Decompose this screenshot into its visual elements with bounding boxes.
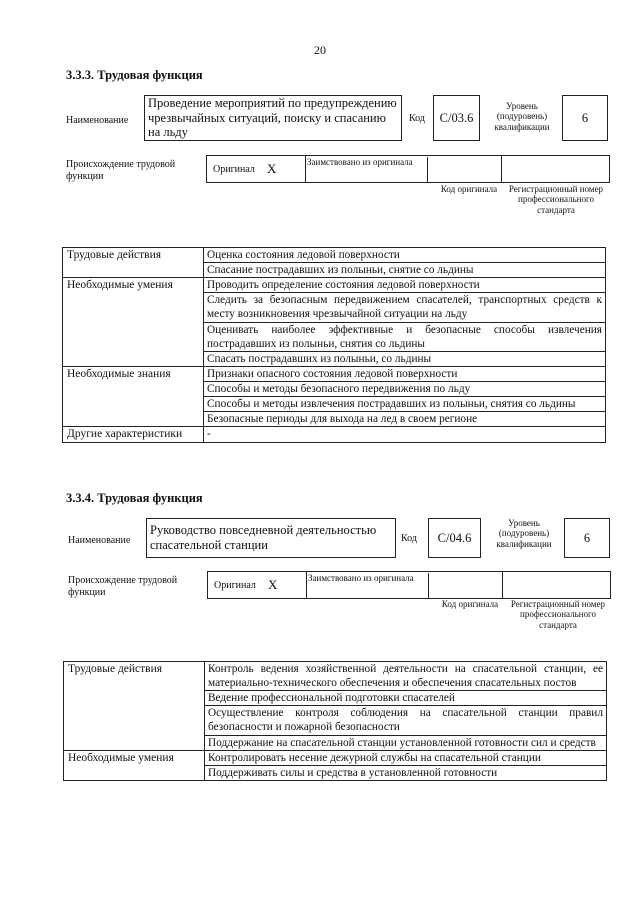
table-row [63, 248, 606, 263]
original-cell [207, 156, 306, 182]
section-heading: 3.3.3. Трудовая функция [66, 68, 203, 82]
table-row [64, 750, 607, 765]
reg-number-cell [504, 572, 610, 598]
table-row [64, 662, 607, 691]
category-cell: Трудовые действия [64, 662, 205, 751]
origin-code-caption: Код оригинала [441, 599, 499, 609]
row-text: - [204, 427, 606, 442]
level-label: Уровень (подуровень) квалификации [496, 518, 552, 549]
row-text: Оценивать наиболее эффективные и безопасные способы извлечения пострадавших из полыньи, снятия со льдины [204, 322, 606, 351]
origin-table [207, 571, 611, 599]
reg-number-caption: Регистрационный номер профессионального стандарта [510, 599, 606, 630]
work-function-table [62, 247, 606, 443]
reg-number-caption: Регистрационный номер профессионального стандарта [508, 184, 604, 215]
level-value-box: 6 [564, 518, 610, 558]
row-text: Ведение профессиональной подготовки спасателей [205, 691, 607, 706]
row-text: Оценка состояния ледовой поверхности [204, 248, 606, 263]
name-label: Наименование [68, 535, 131, 547]
table-row [63, 366, 606, 381]
table-row [63, 278, 606, 293]
origin-code-caption: Код оригинала [440, 184, 498, 194]
original-check-mark: X [268, 577, 278, 592]
origin-code-cell [432, 572, 503, 598]
code-value-box: C/03.6 [433, 95, 480, 141]
row-text: Осуществление контроля соблюдения на спасательной станции правил безопасности и пожарной безопасности [205, 706, 607, 735]
category-cell: Необходимые умения [64, 750, 205, 780]
function-name-box: Проведение мероприятий по предупреждению чрезвычайных ситуаций, поиску и спасанию на льду [144, 95, 402, 141]
origin-code-cell [431, 156, 502, 182]
level-label: Уровень (подуровень) квалификации [494, 101, 550, 132]
row-text: Спасание пострадавших из полыньи, снятие со льдины [204, 263, 606, 278]
borrowed-label: Заимствовано из оригинала [308, 573, 429, 598]
category-cell: Другие характеристики [63, 427, 204, 442]
original-label: Оригинал [214, 580, 256, 591]
row-text: Поддерживать силы и средства в установленной готовности [205, 765, 607, 780]
row-text: Поддержание на спасательной станции установленной готовности сил и средств [205, 735, 607, 750]
origin-label: Происхождение трудовой функции [68, 575, 178, 598]
origin-label: Происхождение трудовой функции [66, 159, 176, 182]
code-value-box: C/04.6 [428, 518, 481, 558]
table-row [63, 427, 606, 442]
original-label: Оригинал [213, 164, 255, 175]
code-label: Код [409, 113, 425, 124]
row-text: Контролировать несение дежурной службы на спасательной станции [205, 750, 607, 765]
reg-number-cell [503, 156, 609, 182]
row-text: Способы и методы безопасного передвижения по льду [204, 381, 606, 396]
name-label: Наименование [66, 115, 129, 127]
row-text: Контроль ведения хозяйственной деятельности на спасательной станции, ее материально-технического обеспечения и обеспечения спасательных постов [205, 662, 607, 691]
row-text: Спасать пострадавших из полыньи, со льдины [204, 351, 606, 366]
origin-table [206, 155, 610, 183]
original-check-mark: X [267, 161, 277, 176]
category-cell: Необходимые знания [63, 366, 204, 426]
row-text: Безопасные периоды для выхода на лед в своем регионе [204, 412, 606, 427]
section-heading: 3.3.4. Трудовая функция [66, 491, 203, 505]
page-number: 20 [314, 43, 326, 57]
row-text: Признаки опасного состояния ледовой поверхности [204, 366, 606, 381]
row-text: Способы и методы извлечения пострадавших из полыньи, снятия со льдины [204, 397, 606, 412]
borrowed-label: Заимствовано из оригинала [307, 157, 428, 182]
code-label: Код [401, 533, 417, 544]
level-value-box: 6 [562, 95, 608, 141]
category-cell: Трудовые действия [63, 248, 204, 278]
original-cell [208, 572, 307, 598]
row-text: Следить за безопасным передвижением спасателей, транспортных средств к месту возникновения чрезвычайной ситуации на льду [204, 293, 606, 322]
row-text: Проводить определение состояния ледовой поверхности [204, 278, 606, 293]
function-name-box: Руководство повседневной деятельностью спасательной станции [146, 518, 396, 558]
work-function-table [63, 661, 607, 781]
category-cell: Необходимые умения [63, 278, 204, 367]
